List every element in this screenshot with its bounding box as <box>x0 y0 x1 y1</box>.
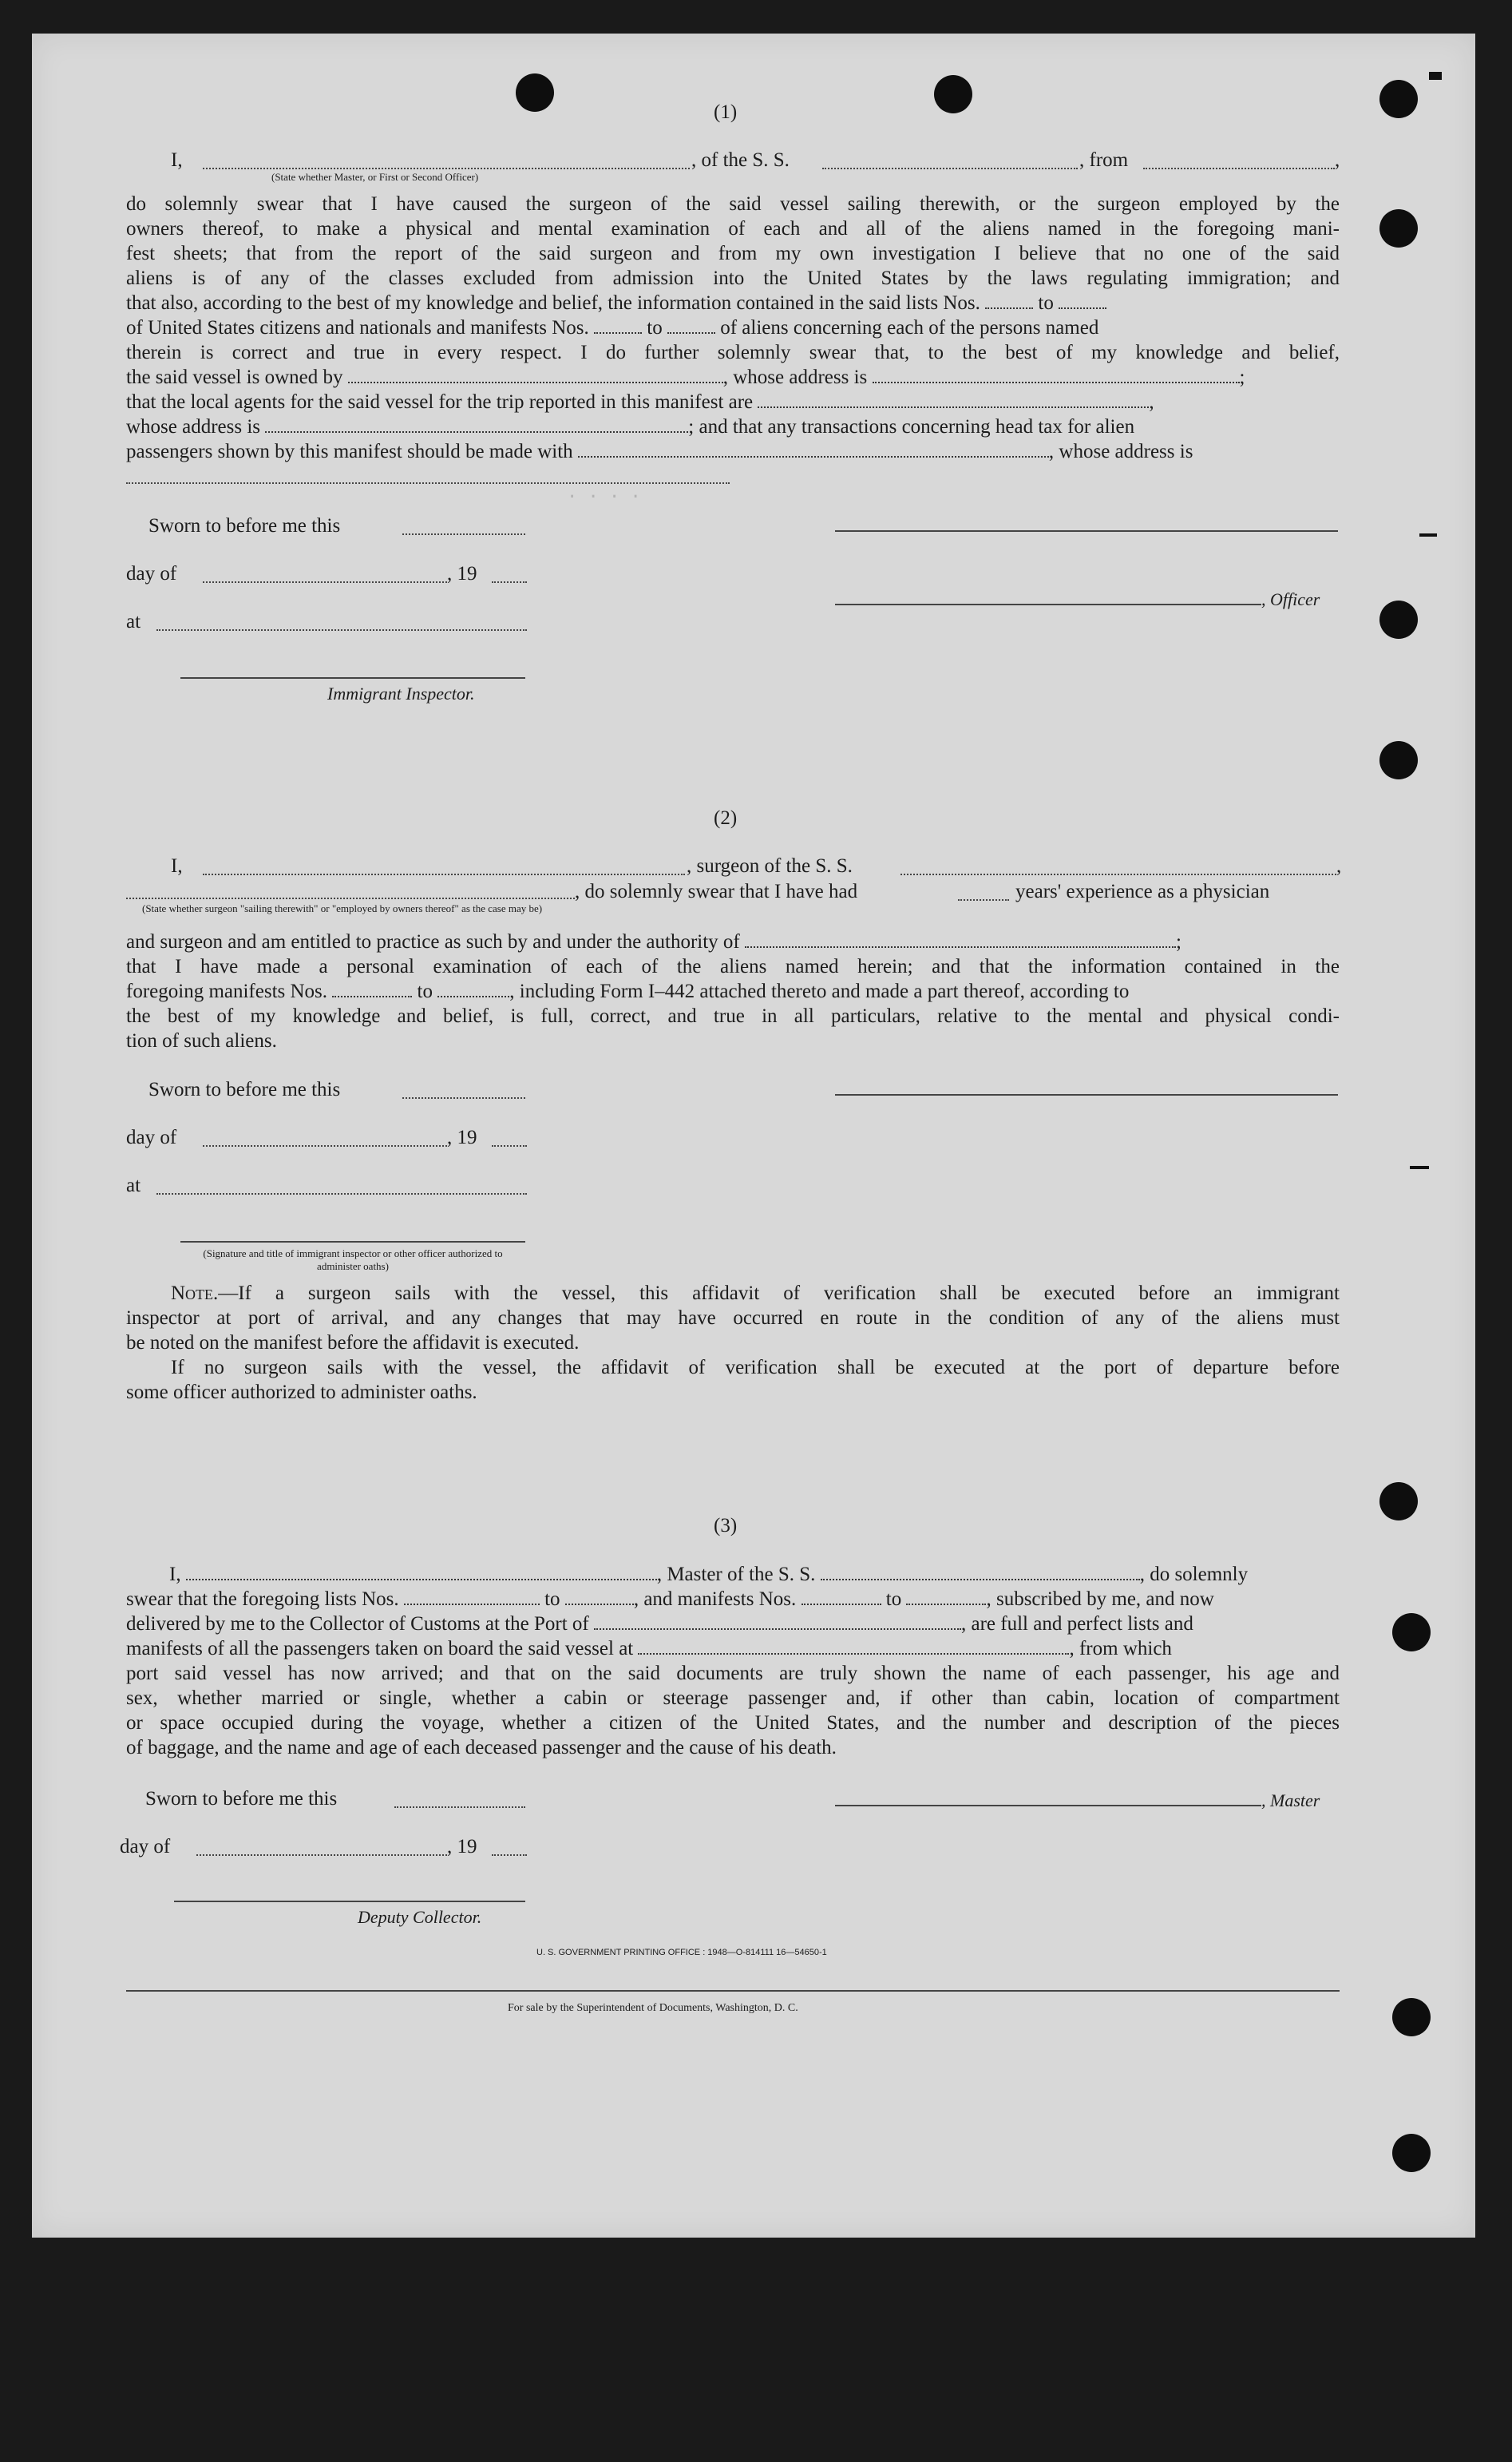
body-line: of United States citizens and nationals and manifests Nos. to of aliens concerning each of the persons named <box>126 317 1099 339</box>
s2-i-label: I, <box>171 855 183 877</box>
port-field[interactable] <box>594 1612 961 1630</box>
owner-address-field[interactable] <box>873 366 1240 383</box>
s3-vessel-field[interactable] <box>821 1563 1140 1580</box>
s2-at-field[interactable] <box>156 1193 527 1195</box>
s3-lists-to-field[interactable] <box>565 1588 634 1605</box>
s2-manifests-to-field[interactable] <box>437 980 509 997</box>
departure-port-field[interactable] <box>638 1637 1069 1655</box>
section-1-body <box>126 192 1340 464</box>
body-line: the best of my knowledge and belief, is full, correct, and true in all particulars, relative to the mental and physical condi- <box>126 1005 1340 1027</box>
punch-hole <box>1392 1613 1431 1651</box>
s1-month-field[interactable] <box>203 581 447 583</box>
body-line: aliens is of any of the classes excluded from admission into the United States by the laws regulating immigration; and <box>126 268 1340 289</box>
body-line: the said vessel is owned by , whose address is ; <box>126 367 1245 388</box>
lists-from-field[interactable] <box>985 291 1033 309</box>
s2-month-field[interactable] <box>203 1145 447 1147</box>
s3-month-field[interactable] <box>196 1854 447 1856</box>
s1-sworn-label: Sworn to before me this <box>148 515 341 537</box>
s2-at-label: at <box>126 1175 141 1196</box>
body-line: or space occupied during the voyage, whether a citizen of the United States, and the number and description of the pieces <box>126 1712 1340 1734</box>
body-line: sex, whether married or single, whether a cabin or steerage passenger and, if other than cabin, location of compartment <box>126 1687 1340 1709</box>
bleed-through: · · · · <box>567 487 641 507</box>
s3-master-name-field[interactable] <box>186 1563 657 1580</box>
note <box>126 1281 1340 1405</box>
body-line: owners thereof, to make a physical and mental examination of each and all of the aliens named in the foregoing mani- <box>126 218 1340 240</box>
s3-sworn-day-field[interactable] <box>394 1806 525 1808</box>
s2-vessel-field[interactable] <box>900 874 1336 875</box>
comma: , <box>1336 855 1342 877</box>
head-tax-contact-field[interactable] <box>578 440 1049 458</box>
s3-year-field[interactable] <box>492 1854 527 1856</box>
body-line: port said vessel has now arrived; and that on the said documents are truly shown the name of each passenger, his age and <box>126 1663 1340 1684</box>
body-line: delivered by me to the Collector of Customs at the Port of , are full and perfect lists and <box>126 1613 1193 1635</box>
s3-day-of-label: day of <box>120 1836 171 1857</box>
body-line: that the local agents for the said vessel for the trip reported in this manifest are , <box>126 391 1154 413</box>
body-line: fest sheets; that from the report of the said surgeon and from my own investigation I believe that no one of the said <box>126 243 1340 264</box>
authority-field[interactable] <box>745 930 1176 948</box>
note-line: be noted on the manifest before the affidavit is executed. <box>126 1332 580 1354</box>
s2-signature-hint: (Signature and title of immigrant inspector or other officer authorized to administer oaths) <box>203 1247 503 1272</box>
edge-mark <box>1419 533 1437 537</box>
punch-hole <box>1392 2134 1431 2172</box>
s1-at-field[interactable] <box>156 629 527 631</box>
body-line: tion of such aliens. <box>126 1030 277 1052</box>
s3-sworn-label: Sworn to before me this <box>145 1788 338 1810</box>
year-label: , 19 <box>447 1836 477 1857</box>
surgeon-signature-line[interactable] <box>835 1094 1338 1096</box>
body-line: I, , Master of the S. S. , do solemnly <box>169 1564 1249 1585</box>
s2-year-field[interactable] <box>492 1145 527 1147</box>
vessel-name-field[interactable] <box>822 168 1078 169</box>
manifests-to-field[interactable] <box>667 316 715 334</box>
master-signature-line[interactable] <box>835 1805 1261 1806</box>
section-3-number: (3) <box>714 1515 738 1536</box>
s2-officer-signature-line[interactable] <box>180 1241 525 1243</box>
section-3-body <box>126 1562 1340 1760</box>
s2-day-of-label: day of <box>126 1127 177 1148</box>
s2-sworn-label: Sworn to before me this <box>148 1079 341 1100</box>
body-line: and surgeon and am entitled to practice as such by and under the authority of ; <box>126 931 1181 953</box>
collector-signature-line[interactable] <box>174 1901 525 1902</box>
note-line: inspector at port of arrival, and any changes that may have occurred en route in the condition of any of the aliens must <box>126 1307 1340 1329</box>
s1-i-label: I, <box>171 149 183 171</box>
inspector-signature-line[interactable] <box>180 677 525 679</box>
s1-hint: (State whether Master, or First or Second Officer) <box>271 171 479 183</box>
year-label: , 19 <box>447 1127 477 1148</box>
inspector-label: Immigrant Inspector. <box>327 684 475 704</box>
s2-sworn-day-field[interactable] <box>402 1097 525 1099</box>
surgeon-of-label: , surgeon of the S. S. <box>687 855 853 877</box>
surgeon-type-field[interactable] <box>126 898 575 899</box>
s2-manifests-from-field[interactable] <box>332 980 412 997</box>
s2-hint: (State whether surgeon "sailing therewith" or "employed by owners thereof" as the case may be) <box>142 902 543 914</box>
note-line: some officer authorized to administer oaths. <box>126 1382 477 1403</box>
edge-mark <box>1429 72 1442 80</box>
punch-hole <box>934 75 972 113</box>
officer-signature-line[interactable] <box>835 530 1338 532</box>
punch-hole <box>516 73 554 112</box>
solemnly-swear-label: , do solemnly swear that I have had <box>575 881 858 902</box>
officer-title-line[interactable] <box>835 604 1261 605</box>
punch-hole <box>1379 741 1418 779</box>
s1-sworn-day-field[interactable] <box>402 533 525 535</box>
s1-year-field[interactable] <box>492 581 527 583</box>
agents-address-field[interactable] <box>265 415 688 433</box>
master-label: , Master <box>1261 1790 1320 1810</box>
body-line: that also, according to the best of my knowledge and belief, the information contained in the said lists Nos. to <box>126 291 1340 315</box>
body-line: whose address is ; and that any transactions concerning head tax for alien <box>126 416 1135 438</box>
footer-rule <box>126 1990 1340 1992</box>
body-line: therein is correct and true in every respect. I do further solemnly swear that, to the best of my knowledge and belief, <box>126 342 1340 363</box>
body-line: do solemnly swear that I have caused the surgeon of the said vessel sailing therewith, or the surgeon employed by the <box>126 193 1340 215</box>
s3-manifests-to-field[interactable] <box>906 1588 986 1605</box>
of-ss-label: , of the S. S. <box>691 149 790 171</box>
years-experience-field[interactable] <box>958 899 1009 901</box>
manifests-from-field[interactable] <box>594 316 642 334</box>
sale-line: For sale by the Superintendent of Documents, Washington, D. C. <box>508 2002 798 2014</box>
punch-hole <box>1392 1998 1431 2036</box>
s1-day-of-label: day of <box>126 563 177 585</box>
note-line: Note.—If a surgeon sails with the vessel, this affidavit of verification shall be executed before an immigrant <box>171 1283 1340 1304</box>
lists-to-field[interactable] <box>1059 291 1106 309</box>
surgeon-name-field[interactable] <box>203 874 685 875</box>
comma: , <box>1335 149 1340 171</box>
punch-hole <box>1379 1482 1418 1520</box>
print-line: U. S. GOVERNMENT PRINTING OFFICE : 1948—O-814111 16—54650-1 <box>536 1948 827 1957</box>
body-line: of baggage, and the name and age of each deceased passenger and the cause of his death. <box>126 1737 837 1758</box>
from-label: , from <box>1079 149 1129 171</box>
address-continuation-field[interactable] <box>126 482 730 484</box>
years-experience-label: years' experience as a physician <box>1015 881 1270 902</box>
s1-at-label: at <box>126 611 141 632</box>
punch-hole <box>1379 80 1418 118</box>
body-line: manifests of all the passengers taken on board the said vessel at , from which <box>126 1638 1172 1659</box>
master-name-field[interactable] <box>203 168 690 169</box>
body-line: swear that the foregoing lists Nos. to , and manifests Nos. to , subscribed by me, and now <box>126 1588 1214 1610</box>
officer-label: , Officer <box>1261 589 1320 609</box>
section-1-number: (1) <box>714 101 738 123</box>
punch-hole <box>1379 209 1418 248</box>
body-line: foregoing manifests Nos. to , including Form I–442 attached thereto and made a part thereof, according to <box>126 981 1130 1002</box>
note-line: If no surgeon sails with the vessel, the affidavit of verification shall be executed at the port of departure before <box>171 1357 1340 1378</box>
section-2-body <box>126 930 1340 1053</box>
body-line: that I have made a personal examination of each of the aliens named herein; and that the information contained in the <box>126 956 1340 977</box>
body-line: passengers shown by this manifest should be made with , whose address is <box>126 441 1193 462</box>
punch-hole <box>1379 601 1418 639</box>
agents-field[interactable] <box>758 391 1149 408</box>
s3-lists-from-field[interactable] <box>404 1588 540 1605</box>
from-port-field[interactable] <box>1143 168 1335 169</box>
edge-mark <box>1410 1166 1429 1169</box>
owner-field[interactable] <box>348 366 723 383</box>
collector-label: Deputy Collector. <box>358 1907 482 1927</box>
s3-manifests-from-field[interactable] <box>802 1588 881 1605</box>
year-label: , 19 <box>447 563 477 585</box>
section-2-number: (2) <box>714 807 738 829</box>
